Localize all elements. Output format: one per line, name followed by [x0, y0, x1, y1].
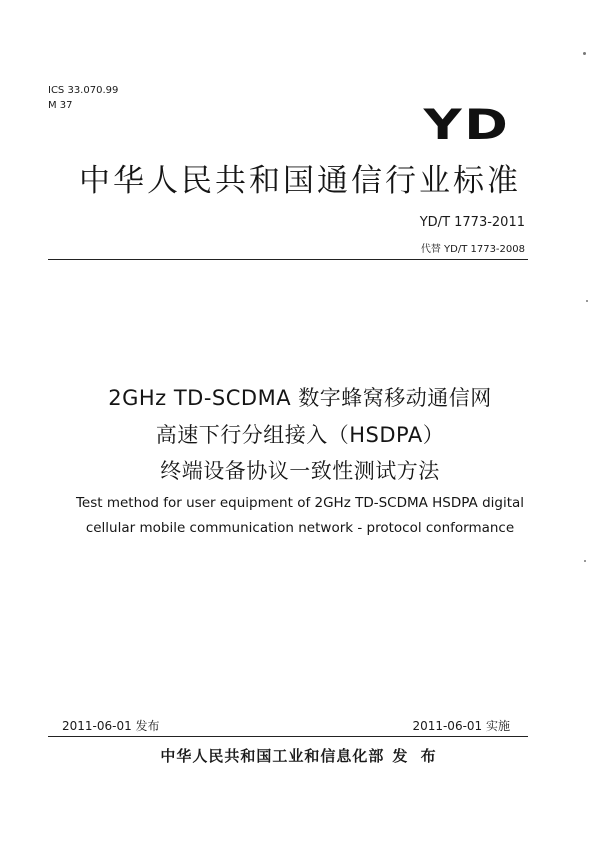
scan-speck [584, 560, 586, 562]
publish-date: 2011-06-01 发布 [62, 719, 160, 733]
header-divider [48, 259, 528, 260]
standard-title: 中华人民共和国通信行业标准 [79, 163, 521, 199]
footer-divider [48, 736, 528, 737]
publisher [0, 745, 600, 766]
title-zh-line-3: 终端设备协议一致性测试方法 [160, 459, 440, 483]
replaces-standard: 代替 YD/T 1773-2008 [420, 244, 525, 255]
standard-number: YD/T 1773-2011 [419, 215, 525, 230]
title-zh-line-2: 高速下行分组接入（HSDPA） [155, 423, 445, 447]
yd-logo: YD [423, 100, 510, 149]
title-en-line-2: cellular mobile communication network - protocol conformance [85, 520, 515, 536]
classification-code: M 37 [48, 100, 73, 111]
title-en-line-1: Test method for user equipment of 2GHz TD-SCDMA HSDPA digital [75, 495, 525, 511]
publisher-label: 发 布 [392, 747, 440, 765]
ics-code: ICS 33.070.99 [48, 85, 119, 96]
title-zh-line-1: 2GHz TD-SCDMA 数字蜂窝移动通信网 [108, 386, 492, 410]
publisher-name: 中华人民共和国工业和信息化部 [160, 747, 385, 765]
implement-date: 2011-06-01 实施 [412, 719, 510, 733]
scan-speck [586, 300, 588, 302]
scan-speck [583, 52, 586, 55]
